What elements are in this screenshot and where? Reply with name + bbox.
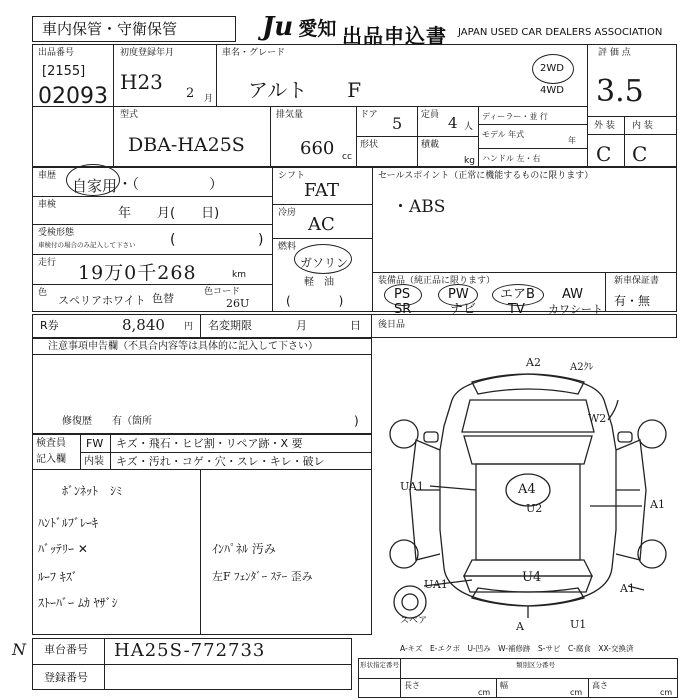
color-label: 色 [38,288,48,298]
width-label: 幅 [500,681,508,690]
left-mirror [424,432,438,442]
chassis-value: HA25S-772733 [114,640,266,661]
diag-a4: A4 [518,482,536,497]
wheel-rear-right [638,540,666,568]
equip-seat: カワシート [548,303,603,316]
sales-point-label: セールスポイント（正常に機能するものに限ります） [378,171,594,181]
hood [462,400,594,432]
fuel-paren: ( ) [286,294,344,308]
wheel-front-left [390,420,418,448]
wd2-label: 2WD [540,63,564,74]
shift-value: FAT [304,180,339,201]
length-label: 長さ [404,681,420,690]
r-ticket-value: 8,840 [122,316,165,334]
equip-sr: SR [394,302,412,317]
color-change-label: 色替 [152,292,174,305]
displacement-value: 660 [300,138,335,159]
margin-mark: N [12,640,26,659]
right-side [616,440,646,560]
mileage-unit: km [232,270,246,280]
year-unit: 年 [568,136,576,145]
cc-label: cc [342,152,352,162]
note-6: ｲﾝﾊﾟﾈﾙ 汚み [212,542,276,556]
repair-paren: ) [354,414,359,428]
rating-value: 3.5 [596,74,644,109]
left-side [410,440,440,560]
equip-navi: ナビ [450,302,477,317]
warranty-label: 新車保証書 [614,276,660,286]
exterior-label: 外 装 [594,121,615,131]
rating-label: 評 価 点 [598,48,631,58]
doors-value: 5 [392,114,403,133]
exterior-value: C [596,142,612,166]
width-cm: cm [570,688,583,697]
kg-label: kg [464,156,475,166]
entry-col-label: 記入欄 [36,454,66,465]
equip-pw: PW [448,287,469,302]
inner-label: 内装 [84,456,104,467]
inspector-label: 検査員 [36,438,66,449]
mileage-value: 19万0千268 [78,262,197,284]
height-label: 高さ [592,681,608,690]
color-code-value: 26U [226,297,250,310]
org-name: 愛知 [298,18,337,40]
first-reg-month: 2 [186,86,195,101]
load-label: 積載 [421,140,440,150]
warranty-options: 有・無 [614,294,651,308]
handle-label: ハンドル 左・右 [482,154,541,163]
note-4: ﾙｰﾌ ｷｽﾞ [38,570,78,584]
shape-label: 形状 [360,140,379,150]
name-change-month: 月 [296,319,307,332]
first-reg-month-unit: 月 [204,94,214,104]
color-value: スペリアホワイト [58,294,146,307]
name-change-day: 日 [350,319,361,332]
inner-items: キズ・汚れ・コゲ・穴・スレ・キレ・破レ [116,455,325,468]
diag-u2: U2 [526,502,543,515]
capacity-label: 定員 [421,110,440,120]
lot-no-label: 出品番号 [38,48,75,58]
name-change-label: 名変期限 [208,319,252,332]
category-label: 類別区分番号 [516,661,555,669]
fuel-value: ガソリン [300,256,349,270]
diag-a1-br: A1 [620,582,635,595]
history-label: 車歴 [38,171,57,181]
equipment-label: 装備品（純正品に限ります） [378,276,496,286]
diag-u4: U4 [522,570,542,585]
equip-airbag: エアB [500,287,535,302]
length-cm: cm [478,688,491,697]
mileage-label: 走行 [38,258,57,268]
diag-a1-right: A1 [650,498,665,511]
inspection-rest: 年 月( 日) [118,206,220,221]
note-1: ﾎﾞﾝﾈｯﾄ ｼﾐ [62,484,123,498]
repair-history-label: 修復歴 有（箇所 [62,416,152,427]
model-value: アルト F [248,78,362,102]
note-3: ﾊﾞｯﾃﾘｰ ✕ [38,542,88,556]
height-cm: cm [660,688,673,697]
receive-paren: ( [170,232,176,248]
note-5: ｽﾄｰﾊﾞｰ ﾑｶ ﾔｻﾞｼ [38,596,118,610]
airbag-circle [492,284,544,306]
doors-label: ドア [360,110,378,120]
diag-a2-tr: A2ｸﾚ [570,362,594,373]
diag-u1-bottom: U1 [570,618,587,631]
fw-label: FW [86,437,104,450]
note-7: 左F ﾌｪﾝﾀﾞｰ ｽﾃｰ 歪み [212,570,313,583]
reg-no-label: 登録番号 [44,671,88,684]
color-code-label: 色コード [204,287,241,297]
ju-logo-mark: Ju [262,12,294,42]
r-ticket-label: R券 [40,319,59,332]
receive-form-label: 受検形態 [38,228,75,238]
spare-wheel [394,586,426,618]
fuel-label: 燃料 [278,242,297,252]
wd4-label: 4WD [540,85,564,96]
lot-no-value: 02093 [38,84,108,109]
ac-label: 冷房 [278,208,297,218]
fuel-circle [294,244,352,274]
sales-value: ・ABS [392,197,446,217]
interior-value: C [632,142,648,166]
dealer-label: ディーラー・並 行 [482,112,548,121]
form-spec-label: 形状指定番号 [360,661,399,669]
light-oil-label: 軽 油 [304,277,334,288]
diag-ua1-bl: UA1 [424,578,448,591]
wheel-front-right [638,420,666,448]
yen-label: 円 [184,322,194,332]
model-grade-label: 車名・グレード [222,48,286,58]
note-2: ﾊﾝﾄﾞﾙﾌﾞﾚｰｷ [38,516,99,530]
r-ticket-frame [32,314,372,338]
aftercare-frame [372,314,677,338]
ju-logo [262,14,336,41]
ps-circle [384,284,422,306]
wheel-rear-left [390,540,418,568]
receive-paren-close: ) [258,232,264,248]
front-bumper [472,374,584,394]
model-year-label: モデル 年式 [482,130,525,139]
aftercare-label: 後日品 [378,320,406,330]
equip-tv: TV [508,302,525,317]
ac-value: AC [308,214,335,235]
equip-aw: AW [562,287,584,302]
shift-label: シフト [278,171,306,181]
association-name: JAPAN USED CAR DEALERS ASSOCIATION [458,27,663,38]
spare-label: スペア [400,616,428,626]
receive-form-note: 車検付の場合のみ記入して下さい [38,241,136,249]
first-reg-label: 初度登録年月 [120,48,175,58]
windshield [464,436,592,464]
rear-bumper [472,588,584,606]
diag-a-bottom: A [516,620,524,633]
capacity-value: 4 [448,114,458,132]
form-title: 出品申込書 [342,24,447,48]
lot-box-value: [2155] [42,64,86,79]
diag-a2-top: A2 [526,356,541,369]
chassis-label: 車台番号 [44,643,88,656]
wd2-circle [532,54,574,84]
equip-ps: PS [394,287,411,302]
type-value: DBA-HA25S [128,134,245,156]
interior-label: 内 装 [632,121,653,131]
history-rest: ・（ ） [118,177,223,193]
notes-title: 注意事項申告欄（不具合内容等は具体的に記入して下さい） [48,341,318,352]
diag-ua1-left: UA1 [400,480,424,493]
history-circle [66,164,120,196]
history-value: 自家用 [72,177,118,195]
displacement-label: 排気量 [276,110,304,120]
first-reg-year: H23 [120,70,163,94]
capacity-unit: 人 [464,122,474,132]
fw-items: キズ・飛石・ヒビ割・リペア跡・X 要 [116,437,303,450]
diag-w2: W2 [588,412,607,425]
type-label: 型式 [120,110,139,120]
inspection-label: 車検 [38,200,57,210]
right-mirror [618,432,632,442]
storage-label: 車内保管・守衛保管 [42,20,178,38]
pw-circle [438,284,478,306]
damage-legend: A-キズ E-エクボ U-凹み W-補修跡 S-サビ C-腐食 XX-交換済 [400,644,634,653]
